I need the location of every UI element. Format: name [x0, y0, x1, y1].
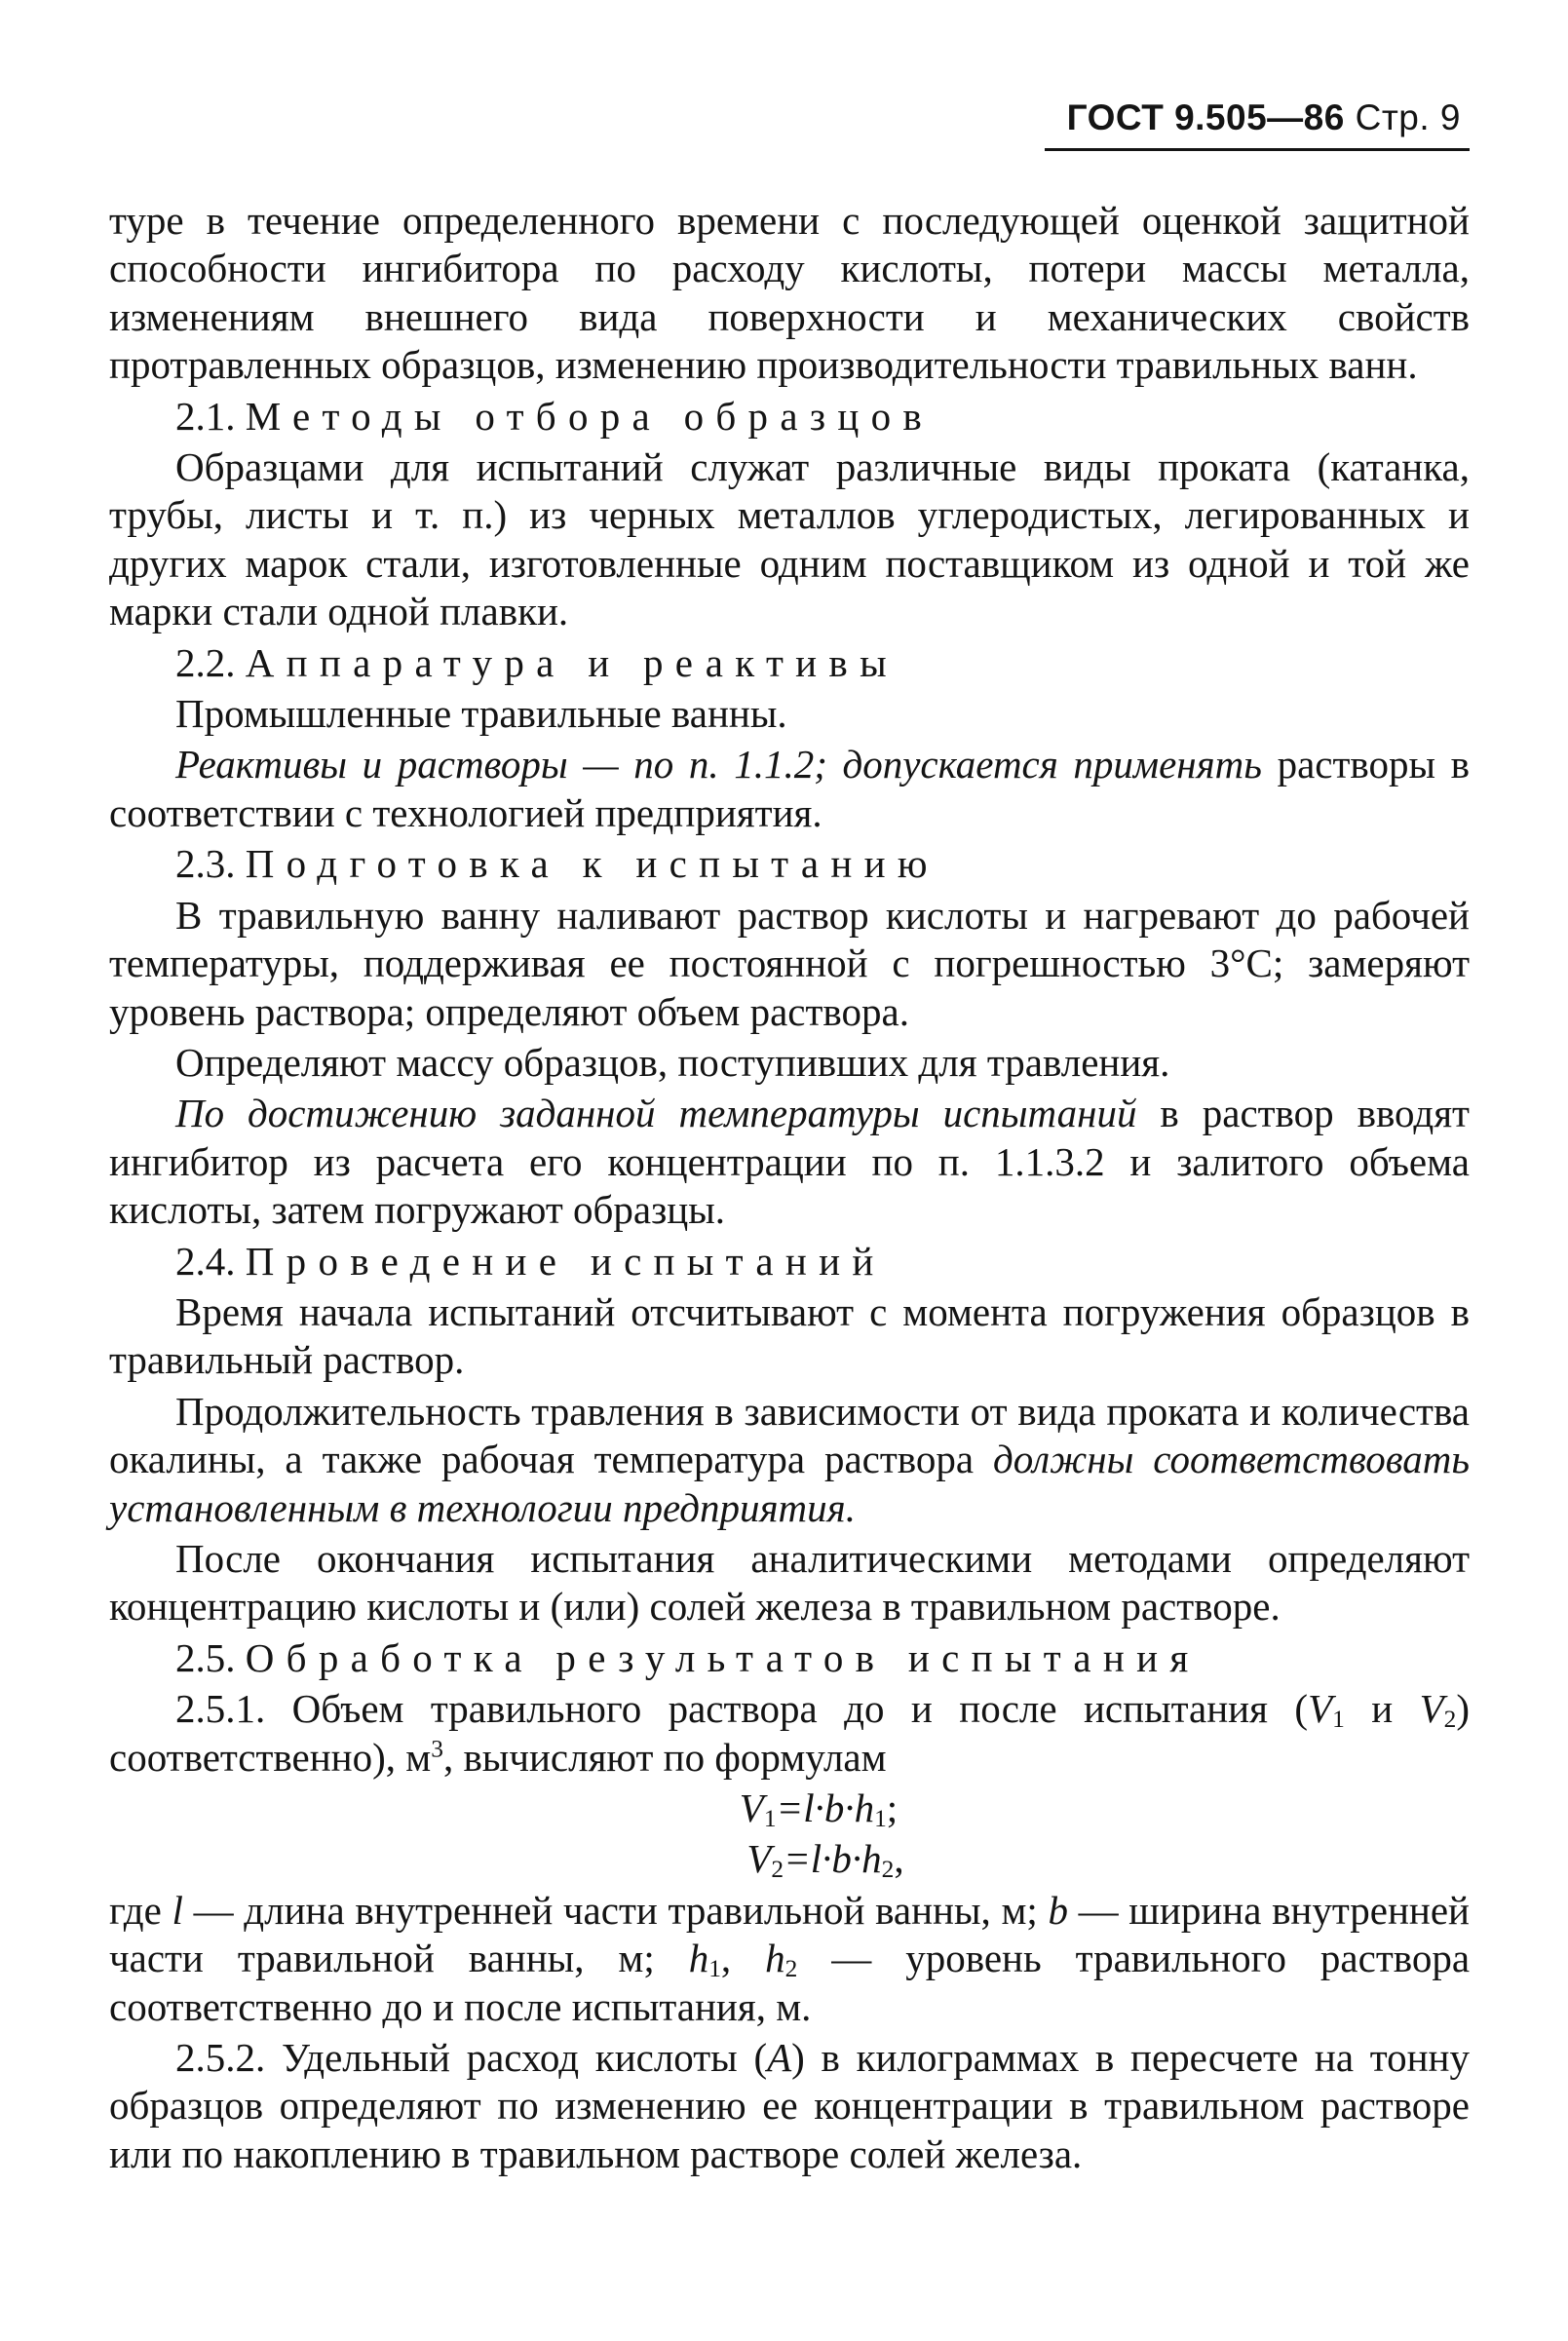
symbol-v: V: [1419, 1686, 1444, 1732]
text: ,: [720, 1936, 766, 1981]
text: , вычисляют по формулам: [442, 1734, 887, 1780]
section-2-2-heading: [109, 639, 1470, 687]
section-number: 2.2.: [175, 639, 236, 685]
symbol-v: V: [746, 1836, 772, 1882]
formula-end: ,: [894, 1836, 904, 1882]
paragraph-2-5-2: [109, 2034, 1470, 2178]
intro-paragraph: туре в течение определенного времени с последующей оценкой защитной способности ингибитора по расходу кислоты, потери массы металла, изменениям внешнего вида поверхности и механических свойств протравленных образцов, изменению производительности травильных ванн.: [109, 198, 1470, 388]
symbol-v: V: [739, 1785, 764, 1830]
text: растворы в соответствии с технологией предприятия.: [109, 742, 1470, 835]
document-body: [109, 197, 1470, 2181]
subscript: 2: [771, 1856, 784, 1884]
text: 2.5.1. Объем травильного раствора до и после испытания (: [175, 1686, 1309, 1732]
text: ) соответственно), м: [109, 1686, 1470, 1780]
text: и: [1344, 1686, 1420, 1732]
italic-text: Реактивы и растворы — по п. 1.1.2; допускается применять: [175, 742, 1262, 787]
formula-end: ;: [886, 1785, 899, 1830]
section-title: Методы отбора образцов: [245, 393, 935, 439]
paragraph: Промышленные травильные ванны.: [175, 691, 787, 737]
symbol-v: V: [1308, 1686, 1333, 1732]
subscript: 2: [1443, 1706, 1457, 1734]
subscript: 1: [1332, 1706, 1345, 1734]
paragraph: Время начала испытаний отсчитывают с момента погружения образцов в травильный раствор.: [109, 1288, 1470, 1383]
section-2-1-heading: [109, 393, 1470, 441]
paragraph-2-5-1: [109, 1685, 1470, 1782]
section-2-3-heading: [109, 840, 1470, 888]
paragraph: [109, 1090, 1470, 1234]
italic-text: должны соответствовать установленным в технологии предприятия.: [109, 1437, 1470, 1530]
formula-v2: [109, 1835, 1470, 1883]
paragraph: [109, 1388, 1470, 1532]
subscript: 1: [708, 1955, 721, 1983]
subscript: 1: [874, 1805, 887, 1833]
section-number: 2.3.: [175, 841, 236, 887]
text: Продолжительность травления в зависимости от вида проката и количества окалины, а также рабочая температура раствора: [109, 1388, 1470, 1482]
header-rule: [1045, 148, 1470, 151]
paragraph: Образцами для испытаний служат различные виды проката (катанка, трубы, листы и т. п.) из черных металлов углеродистых, легированных и других марок стали, изготовленные одним поставщиком из одной и той же марки стали одной плавки.: [109, 444, 1470, 634]
text: 2.5.2. Удельный расход кислоты (: [175, 2035, 768, 2081]
page-header: [1067, 97, 1461, 138]
symbol-a: A: [767, 2035, 792, 2081]
section-2-4-heading: [109, 1238, 1470, 1286]
subscript: 1: [763, 1805, 777, 1833]
text: где: [109, 1887, 172, 1933]
text: в раствор вводят ингибитор из расчета его концентрации по п. 1.1.3.2 и залитого объема кислоты, затем погружают образцы.: [109, 1091, 1470, 1233]
section-title: Подготовка к испытанию: [245, 841, 939, 887]
text: ) в килограммах в пересчете на тонну образцов определяют по изменению ее концентрации в травильном растворе или по накоплению в травильном растворе солей железа.: [109, 2035, 1470, 2176]
where-paragraph: [109, 1887, 1470, 2031]
text: — ширина внутренней части травильной ванны, м;: [109, 1887, 1471, 1981]
paragraph: Определяют массу образцов, поступивших для травления.: [175, 1039, 1170, 1085]
section-title: Обработка результатов испытания: [245, 1634, 1201, 1680]
text: — уровень травильного раствора соответственно до и после испытания, м.: [109, 1936, 1471, 2029]
italic-text: По достижению заданной температуры испытаний: [175, 1091, 1137, 1136]
formula-body: =l·b·h: [784, 1836, 882, 1882]
subscript: 2: [881, 1856, 895, 1884]
standard-number: ГОСТ 9.505—86: [1066, 97, 1345, 137]
section-number: 2.4.: [175, 1238, 236, 1284]
section-number: 2.1.: [175, 393, 236, 439]
formula-body: =l·b·h: [776, 1785, 875, 1830]
symbol-l: l: [172, 1887, 183, 1933]
symbol-b: b: [1048, 1887, 1068, 1933]
page-number: Стр. 9: [1355, 97, 1461, 137]
formula-v1: [109, 1785, 1470, 1832]
superscript: 3: [431, 1734, 443, 1762]
section-title: Проведение испытаний: [245, 1238, 886, 1284]
section-number: 2.5.: [175, 1634, 236, 1680]
section-title: Аппаратура и реактивы: [245, 639, 899, 685]
section-2-5-heading: [109, 1634, 1470, 1682]
text: — длина внутренней части травильной ванны, м;: [182, 1887, 1049, 1933]
paragraph: [109, 741, 1470, 837]
paragraph: В травильную ванну наливают раствор кислоты и нагревают до рабочей температуры, поддерживая ее постоянной с погрешностью 3°С; замеряют уровень раствора; определяют объем раствора.: [109, 892, 1470, 1034]
paragraph: После окончания испытания аналитическими методами определяют концентрацию кислоты и (или) солей железа в травильном растворе.: [109, 1535, 1470, 1630]
symbol-h: h: [688, 1936, 709, 1981]
symbol-h: h: [765, 1936, 785, 1981]
subscript: 2: [784, 1955, 798, 1983]
